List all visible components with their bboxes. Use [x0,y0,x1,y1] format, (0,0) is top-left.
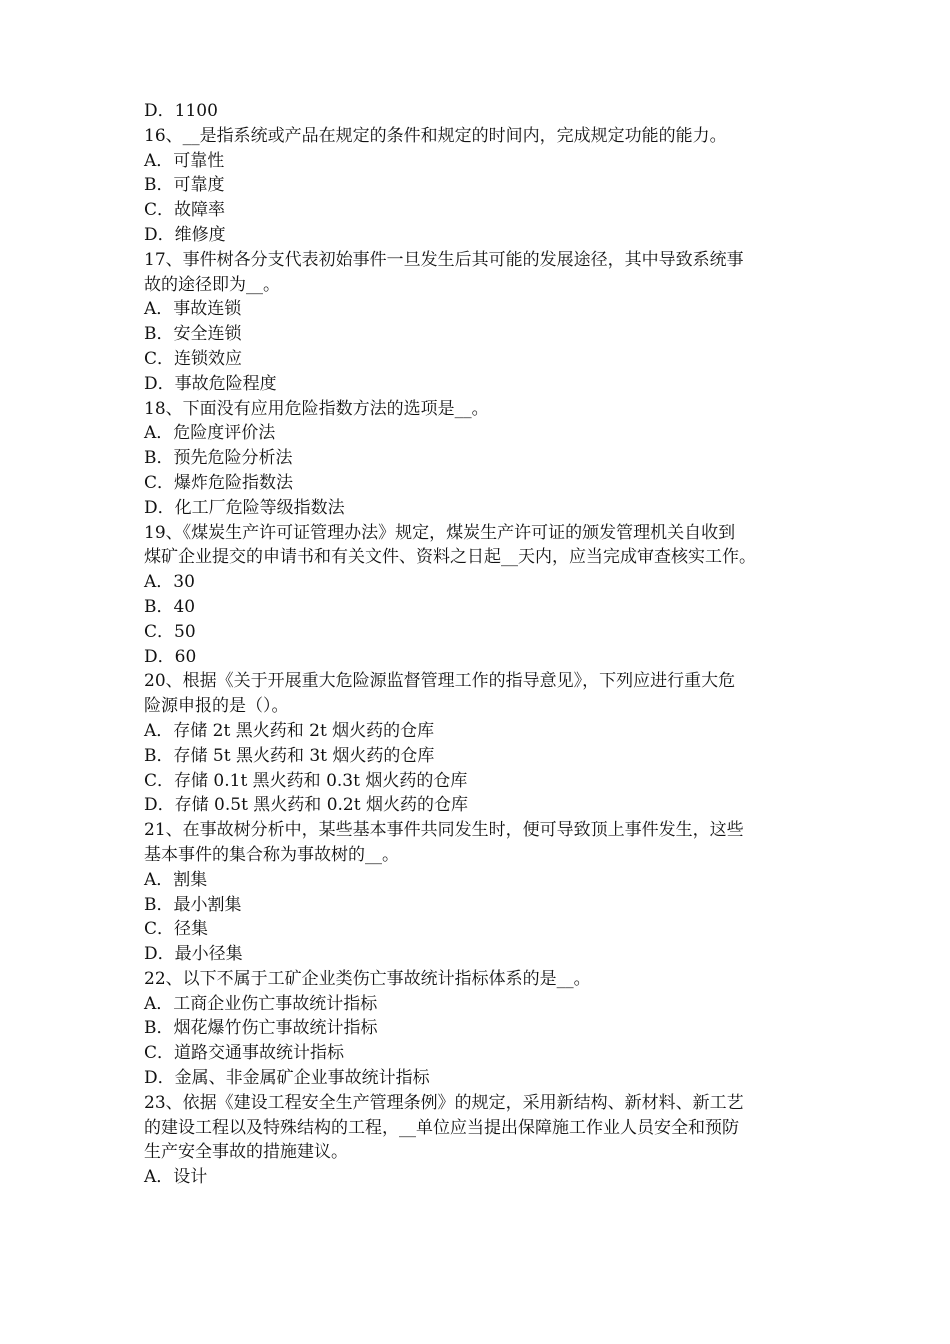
question-23-stem-continued: 的建设工程以及特殊结构的工程，__单位应当提出保障施工作业人员安全和预防 [144,1117,739,1138]
option-line: B．可靠度 [144,175,225,196]
option-line: C．故障率 [144,200,226,221]
question-17-stem: 17、事件树各分支代表初始事件一旦发生后其可能的发展途径，其中导致系统事 [144,249,744,270]
question-23-stem-continued: 生产安全事故的措施建议。 [144,1142,348,1163]
option-line: A．割集 [144,869,208,890]
option-line: D．化工厂危险等级指数法 [144,497,345,518]
option-line: B．预先危险分析法 [144,448,293,469]
option-line: A．30 [144,572,195,593]
question-20-stem-continued: 险源申报的是（）。 [144,696,289,717]
option-line: C．存储 0.1t 黑火药和 0.3t 烟火药的仓库 [144,770,468,791]
option-line: D．维修度 [144,224,226,245]
question-23-stem: 23、依据《建设工程安全生产管理条例》的规定，采用新结构、新材料、新工艺 [144,1092,744,1113]
question-18-stem: 18、下面没有应用危险指数方法的选项是__。 [144,398,489,419]
question-16-stem: 16、__是指系统或产品在规定的条件和规定的时间内，完成规定功能的能力。 [144,125,727,146]
question-21-stem: 21、在事故树分析中，某些基本事件共同发生时，便可导致顶上事件发生，这些 [144,820,744,841]
option-line: D．事故危险程度 [144,373,277,394]
option-line: D．金属、非金属矿企业事故统计指标 [144,1068,430,1089]
option-line: C．爆炸危险指数法 [144,472,294,493]
option-line: B．安全连锁 [144,324,242,345]
option-line: C．连锁效应 [144,348,243,369]
exam-question-list [144,99,816,1190]
option-line: A．工商企业伤亡事故统计指标 [144,993,378,1014]
option-line: D．1100 [144,101,218,121]
question-22-stem: 22、以下不属于工矿企业类伤亡事故统计指标体系的是__。 [144,968,591,989]
option-line: C．径集 [144,919,209,940]
question-21-stem-continued: 基本事件的集合称为事故树的__。 [144,844,399,865]
option-line: B．存储 5t 黑火药和 3t 烟火药的仓库 [144,745,435,766]
option-line: A．事故连锁 [144,299,242,320]
option-line: B．最小割集 [144,894,242,915]
question-19-stem-continued: 煤矿企业提交的申请书和有关文件、资料之日起__天内，应当完成审查核实工作。 [144,547,756,568]
option-line: C．道路交通事故统计指标 [144,1043,345,1064]
option-line: A．危险度评价法 [144,423,276,444]
option-line: D．最小径集 [144,944,243,965]
option-line: C．50 [144,621,196,642]
question-17-stem-continued: 故的途径即为__。 [144,274,280,295]
option-line: B．烟花爆竹伤亡事故统计指标 [144,1018,378,1039]
question-19-stem: 19、《煤炭生产许可证管理办法》规定，煤炭生产许可证的颁发管理机关自收到 [144,522,736,543]
option-line: D．60 [144,646,197,667]
option-line: A．存储 2t 黑火药和 2t 烟火药的仓库 [144,720,435,741]
option-line: B．40 [144,596,196,617]
option-line: D．存储 0.5t 黑火药和 0.2t 烟火药的仓库 [144,795,468,816]
option-line: A．设计 [144,1167,208,1188]
option-line: A．可靠性 [144,150,225,171]
question-20-stem: 20、根据《关于开展重大危险源监督管理工作的指导意见》，下列应进行重大危 [144,671,736,692]
